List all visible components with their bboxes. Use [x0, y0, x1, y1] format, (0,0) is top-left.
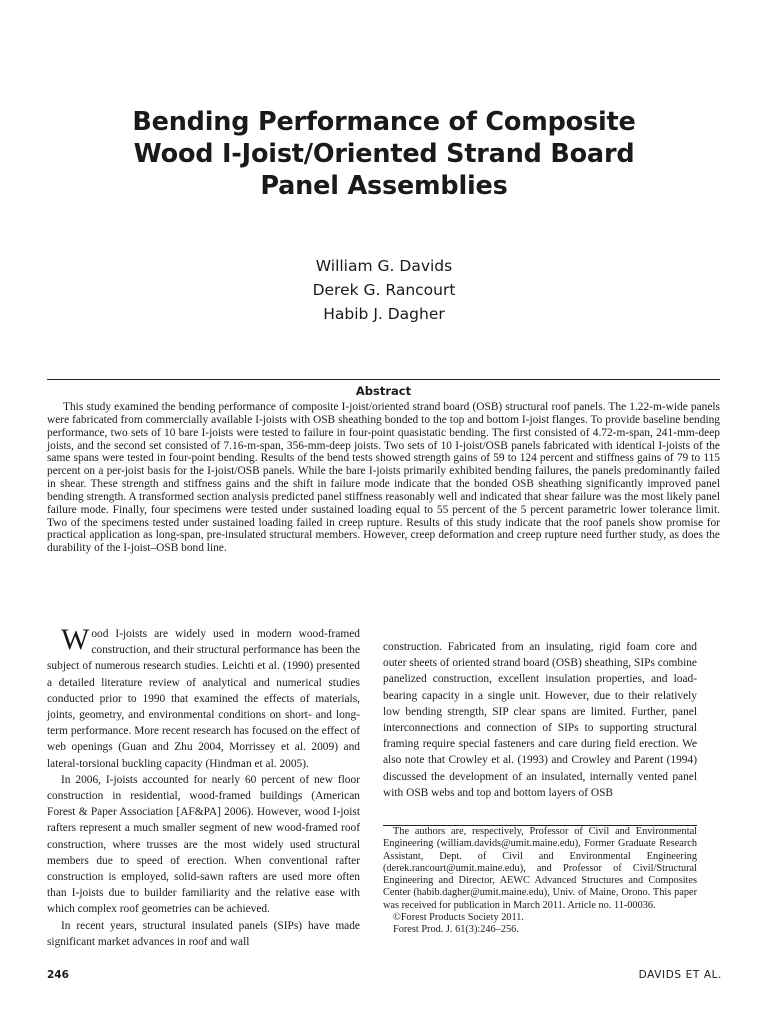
abstract-divider: [47, 379, 720, 380]
paper-title: [84, 106, 684, 202]
abstract-heading: Abstract: [355, 384, 412, 398]
author-footnote: [383, 825, 697, 937]
title-line-3: Panel Assemblies: [260, 171, 508, 201]
title-line-2: Wood I-Joist/Oriented Strand Board: [133, 139, 635, 169]
footnote-citation: Forest Prod. J. 61(3):246–256.: [393, 924, 519, 936]
body-paragraph: [47, 623, 360, 772]
body-column-left: [47, 623, 360, 950]
running-head: DAVIDS ET AL.: [638, 969, 722, 981]
title-line-1: Bending Performance of Composite: [132, 107, 636, 137]
page-number: 246: [47, 969, 69, 981]
drop-cap: W: [61, 623, 90, 656]
abstract-text: This study examined the bending performance of composite I-joist/oriented strand board (OSB) structural roof panels. The 1.22-m-wide panels were fabricated from commercially available I-joists with OSB sheathing bonded to the top and bottom I-joist flanges. To provide baseline bending performance, two sets of 10 bare I-joists were tested to failure in four-point quasistatic bending. The first consisted of 4.72-m-span, 241-mm-deep joists, and the second set consisted of 7.16-m-span, 356-mm-deep joists. Two sets of 10 I-joist/OSB panels fabricated with identical I-joists of the same spans were tested in four-point bending. Results of the bend tests showed strength gains of 59 to 124 percent and stiffness gains of 79 to 115 percent on a per-joist basis for the I-joist/OSB panels. While the bare I-joists primarily exhibited bending failures, the panels predominantly failed in shear. These strength and stiffness gains and the shift in failure mode indicate that the bonded OSB sheathing significantly improved panel bending strength. A transformed section analysis predicted panel stiffness reasonably well and indicated that shear failure was the most likely panel failure mode. Finally, four specimens were tested under sustained loading equal to 55 percent of the 5 percent parametric lower tolerance limit. Two of the specimens tested under sustained loading failed in creep rupture. Results of this study indicate that the roof panels show promise for practical application as long-span, pre-insulated structural members. However, creep deformation and creep rupture need further study, as does the durability of the I-joist–OSB bond line.: [47, 401, 720, 555]
footnote-affiliations: The authors are, respectively, Professor of Civil and Environmental Engineering (william.davids@umit.maine.edu), Former Graduate Research Assistant, Dept. of Civil and Environmental Engineering (derek.rancourt@umit.maine.edu), and Professor of Civil/Structural Engineering and Director, AEWC Advanced Structures and Composites Center (habib.dagher@umit.maine.edu), Univ. of Maine, Orono. This paper was received for publication in March 2011. Article no. 11-00036.: [383, 826, 697, 911]
author-name: William G. Davids: [315, 257, 453, 275]
paragraph-text: ood I-joists are widely used in modern wood-framed construction, and their structural performance has been the subject of numerous research studies. Leichti et al. (1990) presented a detailed literature review of analytical and numerical studies conducted prior to 1990 that examined the effects of materials, joints, geometry, and environmental conditions on short- and long-term performance. More recent research has focused on the effect of web openings (Guan and Zhu 2004, Morrissey et al. 2009) and lateral-torsional buckling capacity (Hindman et al. 2005).: [47, 628, 360, 770]
body-paragraph: In 2006, I-joists accounted for nearly 60 percent of new floor construction in residential, wood-framed buildings (American Forest & Paper Association [AF&PA] 2006). However, wood I-joist rafters represent a much smaller segment of new wood-framed roof construction, where trusses are the most widely used structural members due to speed of erection. When conventional rafter construction is employed, solid-sawn rafters are used more often than I-joists due to builder familiarity and the relative ease with which complex roof geometries can be achieved.: [47, 773, 360, 916]
body-paragraph: construction. Fabricated from an insulating, rigid foam core and outer sheets of oriented strand board (OSB) sheathing, SIPs combine panelized construction, excellent insulation properties, and load-bearing capacity in a single unit. However, due to their relatively low bending strength, SIP clear spans are limited. Further, panel interconnections and connection of SIPs to supporting structural framing require special fasteners and care during field erection. We also note that Crowley et al. (1993) and Crowley and Parent (1994) discussed the development of an insulated, internally vented panel with OSB webs and top and bottom layers of OSB: [383, 641, 697, 799]
body-column-right: [383, 639, 697, 801]
author-name: Habib J. Dagher: [323, 305, 445, 323]
author-list: [84, 254, 684, 326]
author-name: Derek G. Rancourt: [312, 281, 456, 299]
footnote-copyright: ©Forest Products Society 2011.: [393, 912, 524, 924]
body-paragraph: In recent years, structural insulated panels (SIPs) have made significant market advances in roof and wall: [47, 919, 360, 948]
